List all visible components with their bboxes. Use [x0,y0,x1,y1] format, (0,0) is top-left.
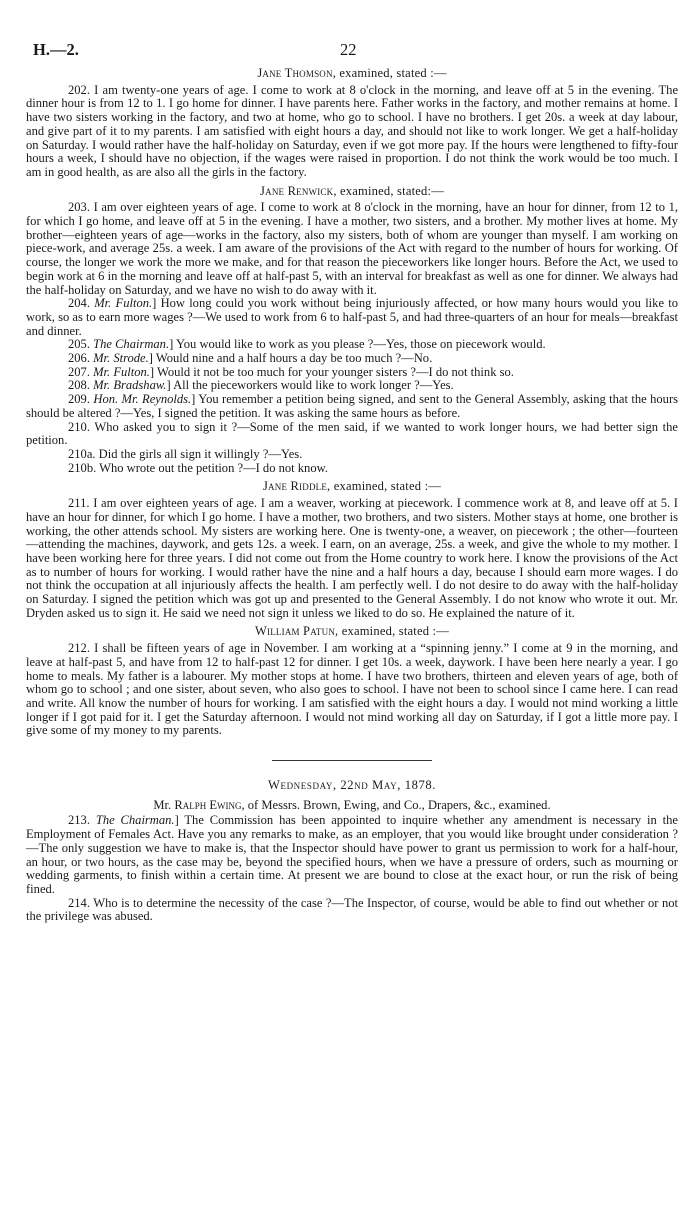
witness-heading [26,67,678,81]
testimony-paragraph: 206. Mr. Strode.] Would nine and a half hours a day be too much ?—No. [68,351,433,366]
witness-name: Ralph Ewing [174,797,242,812]
paragraph-text: I am over eighteen years of age. I come to work at 8 o'clock in the morning, have an hour for dinner, from 12 to 1, for which I go home, and leave off at 5 in the evening. I have a mother, two sisters, and a brother. My mother lives at home. My brother—eighteen years of age—works in the factory, also my sisters, both of whom are younger than myself. I am working on piece-work, and average 25s. a week. I am aware of the provisions of the Act with regard to the number of hours for working. Of course, the longer we work the more we make, and for that reason the pieceworkers like longer hours. Before the Act, we used to begin work at 6 in the morning and leave off at half-past 5, with an interval for breakfast as well as one for dinner. We always had the half-holiday on Saturday, and we have no wish to do away with it. [26,200,678,297]
paragraph-text: Did the girls all sign it willingly ?—Yes. [98,446,303,461]
witness-introduction [26,799,678,813]
question-number: 207. [68,364,90,379]
testimony-paragraph [26,642,678,738]
page-number: 22 [340,40,357,59]
paragraph-text: The Commission has been appointed to inquire whether any amendment is necessary in the Employment of Females Act. Have you any remarks to make, as an employer, that you would like brought under consideration ?—The only suggestion we have to make is, that the Inspector should have power to grant us permission to work for a half-hour, an hour, or two hours, as the case may be, beyond the specified hours, when we have a pressure of orders, such as mourning or wedding garments, to finish within a certain time. At present we are bound to close at the exact hour, or run the risk of being fined. [26,813,679,896]
testimony-sections [26,67,678,738]
question-number: 210a. [68,446,96,461]
paragraph-text: I am twenty-one years of age. I come to work at 8 o'clock in the morning, and leave off at 5 in the evening. The dinner hour is from 12 to 1. I go home for dinner. I have parents here. Father works in the factory, and mother remains at home. I have two sisters working in the factory, and two at home, who go to school. I have no brothers. I get 20s. a week at day labour, and give part of it to my parents. I am satisfied with eight hours a day, and should not like to work longer. We get a half-holiday on Saturday. I would rather have the half-holiday on Saturday, even if we got more pay. If the hours were lengthened to fifty-four hours a week, I should have no objection, if the wages were raised in proportion. I do not think the work would be too much. I am in good health, as are also all the girls in the factory. [26,82,679,179]
witness-name: Jane Thomson [257,66,333,80]
witness-name: William Patun [254,624,336,639]
question-number: 202. [68,82,90,97]
witness-heading [26,625,678,639]
witness-name: Jane Renwick [260,183,334,198]
questioner-name: The Chairman. [93,337,170,352]
testimony-paragraph [26,897,678,924]
witness-heading [26,480,678,494]
paragraph-text: Who is to determine the necessity of the case ?—The Inspector, of course, would be able to find out whether or not the privilege was abused. [26,895,678,924]
testimony-paragraph [26,84,678,180]
witness-section [26,480,678,620]
paragraph-text: You would like to work as you please ?—Yes, those on piecework would. [175,337,546,352]
testimony-paragraph [26,201,678,297]
date-heading: Wednesday, 22nd May, 1878. [268,778,436,793]
question-number: 205. [68,337,90,352]
paragraph-text: I shall be fifteen years of age in November. I am working at a “spinning jenny.” I come at 9 in the morning, and leave at half-past 5, and have from 12 to half-past 12 for dinner. I get 10s. a week, daywork. I have been here nearly a year. I go home to meals. My father is a labourer. My mother stops at home. I have two brothers, thirteen and eleven years of age, both of whom go to school ; and one sister, about seven, who also goes to school. I have not been to school since I came here. I can read and write. All know the number of hours for working. I am satisfied with the eight hours a day. I would not mind working a little longer if I got paid for it. I get the Saturday afternoon. I would not mind working all day on Saturday, if I got a little more pay. I give some of my money to my parents. [26,641,678,738]
question-number: 210b. [68,460,97,475]
witness-section [26,625,678,738]
witness-section [26,185,678,476]
heading-suffix: , examined, stated :— [327,479,442,494]
question-number: 206. [68,351,90,366]
question-number: 203. [68,200,90,215]
document-reference: H.—2. [33,40,79,59]
paragraph-text: You remember a petition being signed, and sent to the General Assembly, asking that the hours should be altered ?—Yes, I signed the petition. It was asking the same hours as before. [26,392,679,420]
testimony-paragraph: 204. Mr. Fulton.] How long could you work without being injuriously affected, or how many hours would you like to work, so as to earn more wages ?—We used to work from 6 to half-past 5, and had three-quarters of an hour for meals—breakfast and dinner. [26,296,679,338]
paragraph-text: Would it not be too much for your younger sisters ?—I do not think so. [157,364,514,379]
question-number: 211. [68,496,90,511]
witness-description: , of Messrs. Brown, Ewing, and Co., Drapers, &c., examined. [241,797,551,812]
witness-section [26,67,678,180]
witness-name: Jane Riddle [262,479,328,494]
testimony-paragraph [26,421,678,448]
questioner-name: Hon. Mr. Reynolds. [93,392,192,407]
closing-testimony [26,814,678,924]
question-number: 204. [68,296,90,311]
testimony-paragraph [26,497,678,620]
witness-heading [26,185,678,199]
paragraph-text: Who asked you to sign it ?—Some of the men said, if we wanted to work longer hours, we had better sign the petition. [26,419,678,448]
question-number: 213. [68,813,90,828]
document-page [22,36,682,924]
question-number: 210. [68,419,90,434]
testimony-paragraph [26,462,678,476]
witness-title: Mr. [153,797,175,812]
heading-suffix: , examined, stated :— [335,624,449,639]
question-number: 209. [68,392,90,407]
running-header [22,36,682,62]
paragraph-text: I am over eighteen years of age. I am a weaver, working at piecework. I commence work at 8, and leave off at 5. I have an hour for dinner, for which I go home. I have a mother, two brothers, and two sisters. Mother stays at home, one brother is working, the other attends school. My sisters are working here. One is twenty-one, a weaver, on piecework ; the other—fourteen—attending the machines, daywork, and gets 12s. a week. I earn, on an average, 25s. a week, and give the whole to my mother. I have been working here for three years. I did not come out from the Home country to work here. I know the provisions of the Act as to number of hours for working. I would rather have the nine and a half hours a day, because I should earn more wages. I do not think the occupation at all injuriously affects the health. I am perfectly well. I do not desire to do away with the half-holiday on Saturday. I signed the petition which was got up and presented to the General Assembly. I do not know who wrote it out. Mr. Dryden asked us to sign it. He said we need not sign it unless we liked to do so. He explained the nature of it. [26,496,678,620]
testimony-paragraph: 208. Mr. Bradshaw.] All the pieceworkers would like to work longer ?—Yes. [68,378,454,393]
questioner-name: Mr. Fulton. [93,364,150,379]
paragraph-text: Who wrote out the petition ?—I do not know. [99,460,328,475]
testimony-paragraph: 213. The Chairman.] The Commission has been appointed to inquire whether any amendment is necessary in the Employment of Females Act. Have you any remarks to make, as an employer, that you would like brought under consideration ?—The only suggestion we have to make is, that the Inspector should have power to grant us permission to work for a half-hour, an hour, or two hours, as the case may be, beyond the specified hours, when we have a pressure of orders, such as mourning or wedding garments, to finish within a certain time. At present we are bound to close at the exact hour, or run the risk of being fined. [26,813,679,896]
paragraph-text: How long could you work without being injuriously affected, or how many hours would you like to work, so as to earn more wages ?—We used to work from 6 to half-past 5, and had three-quarters of an hour for meals—breakfast and dinner. [26,296,679,338]
questioner-name: Mr. Bradshaw. [93,378,167,393]
question-number: 212. [68,641,90,656]
testimony-paragraph [26,448,678,462]
heading-suffix: , examined, stated :— [332,66,447,80]
testimony-paragraph: 207. Mr. Fulton.] Would it not be too much for your younger sisters ?—I do not think so. [68,364,514,379]
question-number: 214. [68,895,90,910]
questioner-name: The Chairman. [95,813,175,828]
questioner-name: Mr. Strode. [93,351,149,366]
questioner-name: Mr. Fulton. [94,296,153,311]
heading-suffix: , examined, stated:— [333,183,444,198]
paragraph-text: All the pieceworkers would like to work longer ?—Yes. [173,378,454,393]
question-number: 208. [68,378,90,393]
document-body [22,67,682,924]
section-divider [272,760,432,761]
paragraph-text: Would nine and a half hours a day be too much ?—No. [155,351,433,366]
testimony-paragraph: 205. The Chairman.] You would like to work as you please ?—Yes, those on piecework would. [68,337,546,352]
testimony-paragraph: 209. Hon. Mr. Reynolds.] You remember a petition being signed, and sent to the General Assembly, asking that the hours should be altered ?—Yes, I signed the petition. It was asking the same hours as before. [26,392,679,420]
